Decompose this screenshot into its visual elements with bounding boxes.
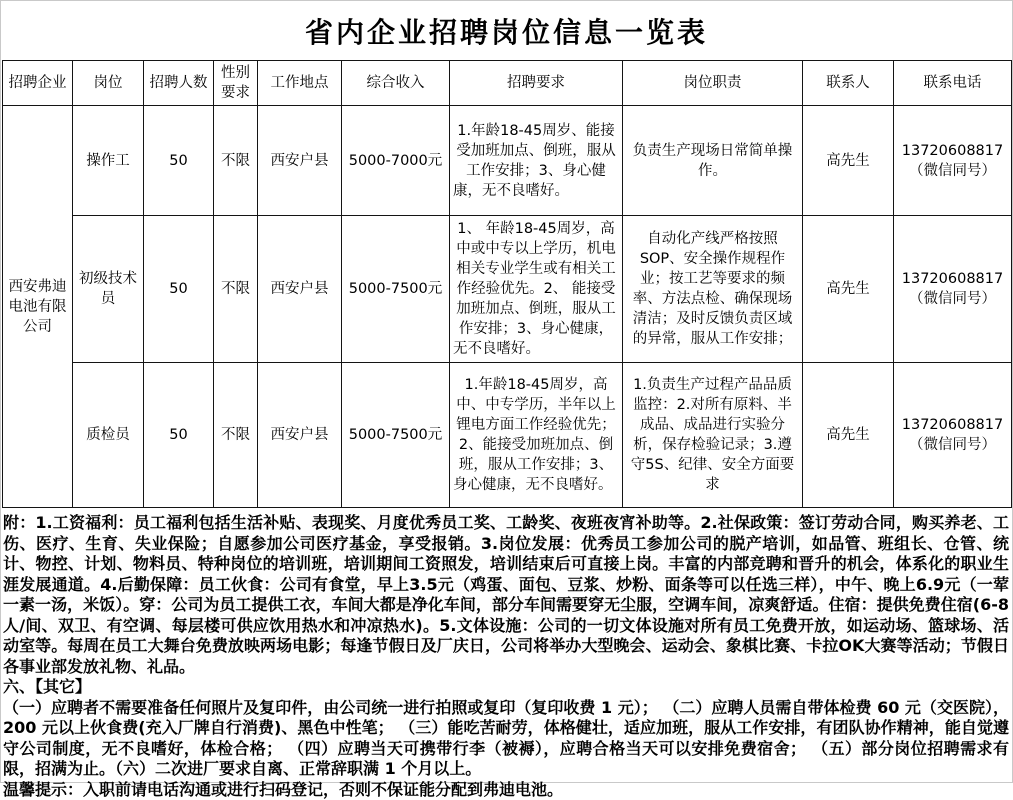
cell-location: 西安户县 — [258, 363, 342, 508]
cell-phone — [894, 216, 1012, 363]
cell-phone — [894, 106, 1012, 216]
notes-section — [1, 508, 1012, 800]
benefits-note: 附：1.工资福利：员工福利包括生活补贴、表现奖、月度优秀员工奖、工龄奖、夜班夜宵补助等。2.社保政策：签订劳动合同，购买养老、工伤、医疗、生育、失业保险；自愿参加公司医疗基金，享受报销。3.岗位发展：优秀员工参加公司的脱产培训，如品管、班组长、仓管、统计、物控、计划、物料员、特种岗位的培训班，培训期间工资照发，培训结束后可直接上岗。丰富的内部竞聘和晋升的机会，体系化的职业生涯发展通道。4.后勤保障：员工伙食：公司有食堂，早上3.5元（鸡蛋、面包、豆浆、炒粉、面条等可以任选三样），中午、晚上6.9元（一荤一素一汤，米饭）。穿：公司为员工提供工衣，车间大都是净化车间，部分车间需要穿无尘服，空调车间，凉爽舒适。住宿：提供免费住宿(6-8人/间、双卫、有空调、每层楼可供应饮用热水和冲凉热水)。5.文体设施：公司的一切文体设施对所有员工免费开放，如运动场、篮球场、活动室等。每周在员工大舞台免费放映两场电影；每逢节假日及厂庆日，公司将举办大型晚会、运动会、象棋比赛、卡拉OK大赛等活动；节假日各事业部发放礼物、礼品。 — [3, 513, 1009, 677]
phone-note: （微信同号） — [897, 435, 1008, 455]
header-phone: 联系电话 — [894, 61, 1012, 106]
cell-duties: 1.负责生产过程产品品质监控：2.对所有原料、半成品、成品进行实验分析，保存检验记录；3.遵守5S、纪律、安全方面要求 — [623, 363, 803, 508]
cell-income: 5000-7500元 — [342, 216, 450, 363]
cell-contact: 高先生 — [803, 363, 894, 508]
cell-contact: 高先生 — [803, 216, 894, 363]
others-note: （一）应聘者不需要准备任何照片及复印件，由公司统一进行拍照或复印（复印收费 1 元）； （二）应聘人员需自带体检费 60 元（交医院），200 元以上伙食费(充入厂牌自行消费)、黑色中性笔； （三）能吃苦耐劳，体格健壮，适应加班，服从工作安排，有团队协作精神，能自觉遵守公司制度，无不良嗜好，体检合格； （四）应聘当天可携带行李（被褥），应聘合格当天可以安排免费宿舍； （五）部分岗位招聘需求有限，招满为止。（六）二次进厂要求自离、正常辞职满 1 个月以上。 — [3, 698, 1009, 780]
table-row — [3, 106, 1012, 216]
header-income: 综合收入 — [342, 61, 450, 106]
phone-note: （微信同号） — [897, 289, 1008, 309]
header-company: 招聘企业 — [3, 61, 73, 106]
phone-number: 13720608817 — [897, 269, 1008, 289]
header-headcount: 招聘人数 — [144, 61, 214, 106]
table-header-row — [3, 61, 1012, 106]
cell-requirements: 1、 年龄18-45周岁，高中或中专以上学历，机电相关专业学生或有相关工作经验优先。2、 能接受加班加点、倒班，服从工作安排；3、身心健康，无不良嗜好。 — [450, 216, 623, 363]
table-row — [3, 363, 1012, 508]
table-row — [3, 216, 1012, 363]
cell-position: 操作工 — [73, 106, 144, 216]
warm-tip: 温馨提示：入职前请电话沟通或进行扫码登记，否则不保证能分配到弗迪电池。 — [3, 780, 1009, 800]
header-contact: 联系人 — [803, 61, 894, 106]
cell-position: 质检员 — [73, 363, 144, 508]
cell-contact: 高先生 — [803, 106, 894, 216]
cell-duties: 负责生产现场日常简单操作。 — [623, 106, 803, 216]
cell-gender: 不限 — [214, 216, 258, 363]
page-title: 省内企业招聘岗位信息一览表 — [1, 1, 1012, 60]
cell-gender: 不限 — [214, 363, 258, 508]
cell-requirements: 1.年龄18-45周岁、能接受加班加点、倒班，服从工作安排；3、身心健康，无不良嗜好。 — [450, 106, 623, 216]
cell-location: 西安户县 — [258, 106, 342, 216]
jobs-table — [2, 60, 1012, 508]
header-requirements: 招聘要求 — [450, 61, 623, 106]
header-gender: 性别要求 — [214, 61, 258, 106]
phone-note: （微信同号） — [897, 161, 1008, 181]
cell-phone — [894, 363, 1012, 508]
cell-duties: 自动化产线严格按照SOP、安全操作规程作业；按工艺等要求的频率、方法点检、确保现场清洁；及时反馈负责区域的异常，服从工作安排； — [623, 216, 803, 363]
cell-position: 初级技术员 — [73, 216, 144, 363]
cell-company: 西安弗迪电池有限公司 — [3, 106, 73, 508]
cell-headcount: 50 — [144, 216, 214, 363]
phone-number: 13720608817 — [897, 141, 1008, 161]
header-position: 岗位 — [73, 61, 144, 106]
others-heading: 六、【其它】 — [3, 677, 1009, 698]
header-location: 工作地点 — [258, 61, 342, 106]
phone-number: 13720608817 — [897, 415, 1008, 435]
cell-headcount: 50 — [144, 363, 214, 508]
cell-gender: 不限 — [214, 106, 258, 216]
cell-location: 西安户县 — [258, 216, 342, 363]
header-duties: 岗位职责 — [623, 61, 803, 106]
cell-requirements: 1.年龄18-45周岁，高中、中专学历，半年以上锂电方面工作经验优先；2、能接受加班加点、倒班，服从工作安排；3、身心健康，无不良嗜好。 — [450, 363, 623, 508]
cell-headcount: 50 — [144, 106, 214, 216]
cell-income: 5000-7500元 — [342, 363, 450, 508]
cell-income: 5000-7000元 — [342, 106, 450, 216]
